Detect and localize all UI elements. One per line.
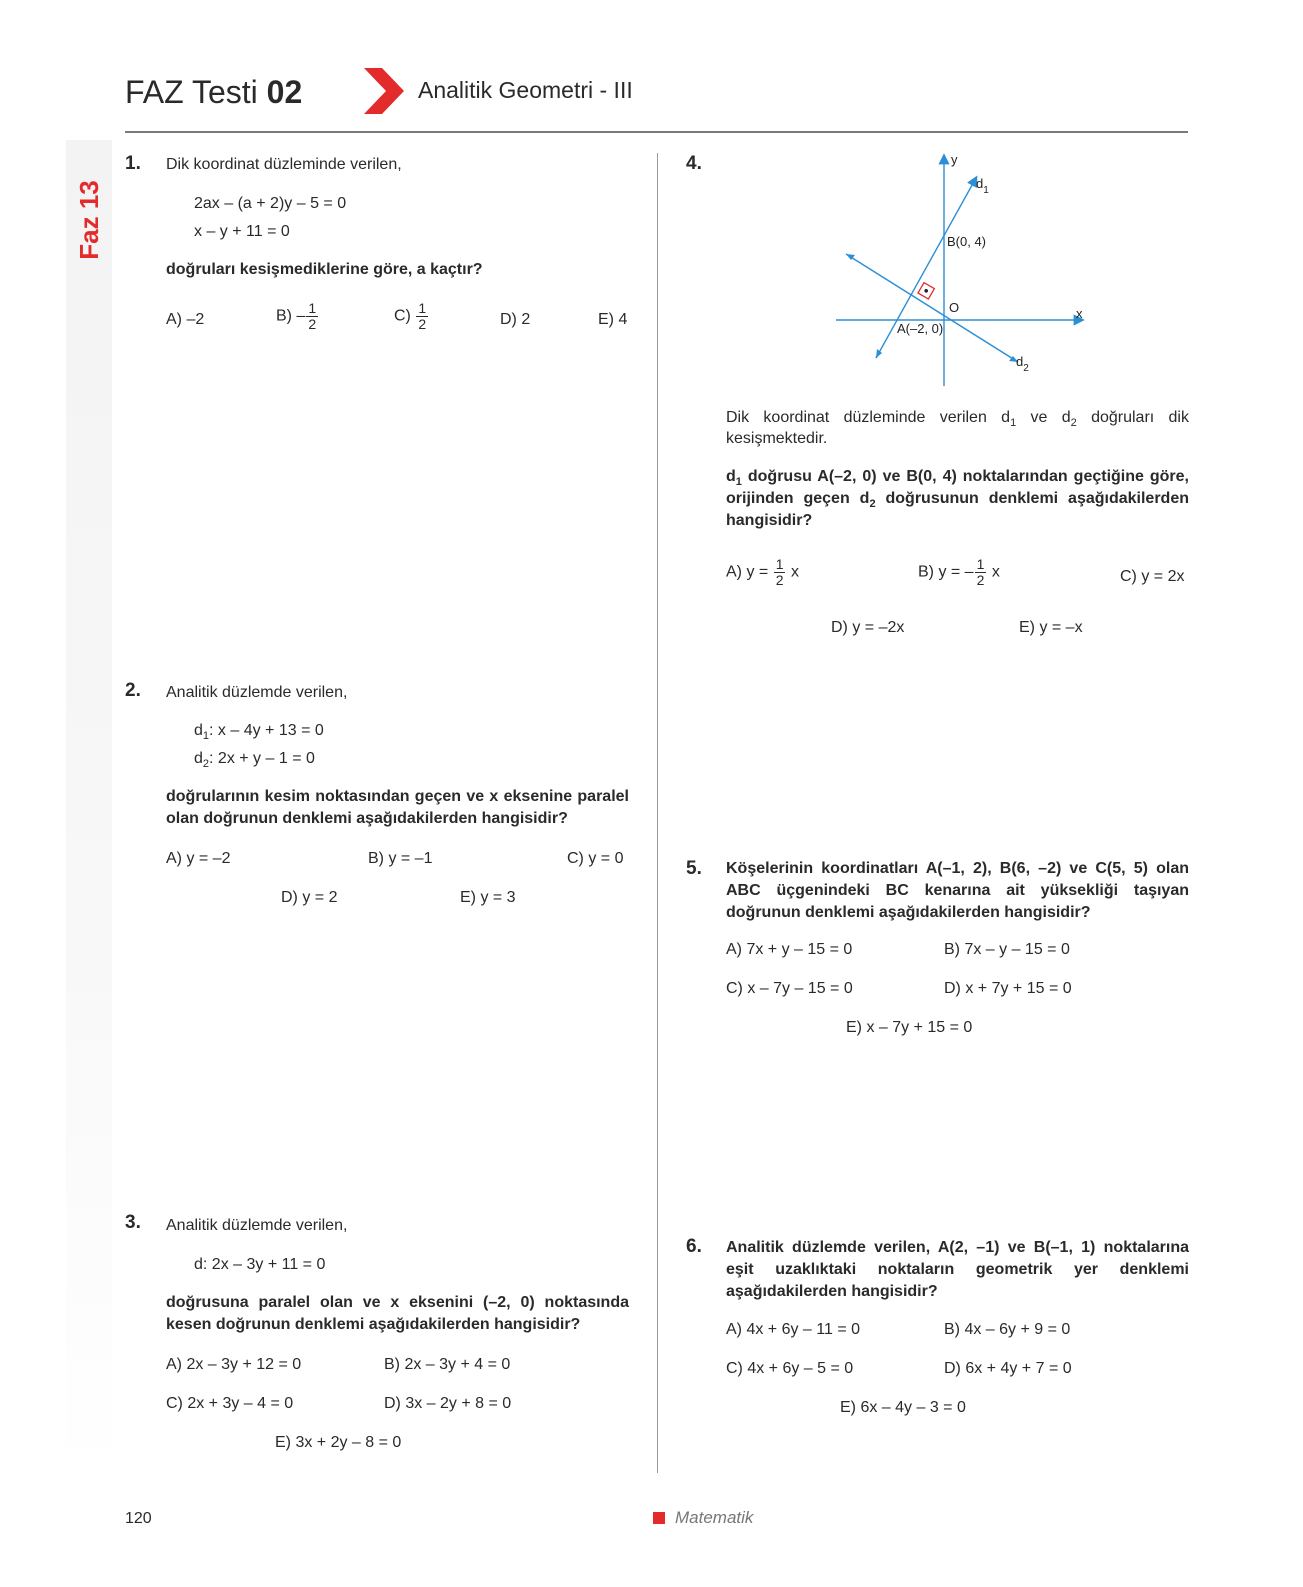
- square-icon: [653, 1512, 665, 1524]
- subscript: 2: [869, 498, 876, 510]
- right-angle-marker: [918, 283, 934, 299]
- test-label: FAZ Testi: [125, 74, 258, 110]
- question-number: 5.: [686, 858, 702, 879]
- x-axis-label: x: [1076, 306, 1083, 321]
- y-axis-label: y: [951, 152, 958, 167]
- question-intro: Dik koordinat düzleminde verilen,: [166, 156, 402, 173]
- line-subscript: 1: [202, 730, 210, 742]
- option-d[interactable]: D) 2: [500, 311, 531, 328]
- fraction: [416, 301, 428, 332]
- option-c[interactable]: C) 2x + 3y – 4 = 0: [166, 1395, 294, 1412]
- denominator: 2: [308, 316, 317, 332]
- question-intro: [726, 407, 1189, 449]
- test-title: [125, 74, 302, 111]
- option-a[interactable]: [726, 557, 799, 588]
- option-prefix: B) y = –: [918, 563, 974, 581]
- equation-line: x – y + 11 = 0: [194, 223, 290, 240]
- option-b[interactable]: B) 4x – 6y + 9 = 0: [944, 1321, 1071, 1338]
- question-part: doğrusunun denklemi aşağıdakilerden hangisidir?: [726, 490, 1190, 529]
- test-number: 02: [266, 74, 303, 110]
- page-number: 120: [125, 1510, 152, 1527]
- side-tab-label: [49, 180, 129, 260]
- d1-letter: d: [976, 176, 984, 191]
- option-a[interactable]: A) 2x – 3y + 12 = 0: [166, 1356, 302, 1373]
- option-b[interactable]: [918, 557, 1000, 588]
- question-part: d: [726, 468, 736, 485]
- question-intro: Analitik düzlemde verilen,: [166, 684, 348, 701]
- option-e[interactable]: E) 3x + 2y – 8 = 0: [275, 1434, 402, 1451]
- equation-text: : x – 4y + 13 = 0: [209, 722, 324, 739]
- fraction: [975, 557, 987, 588]
- option-e[interactable]: E) 4: [598, 311, 628, 328]
- option-a[interactable]: A) y = –2: [166, 850, 231, 867]
- equation-line: d: 2x – 3y + 11 = 0: [194, 1256, 326, 1273]
- d2-subscript: 2: [1023, 363, 1029, 374]
- d1-subscript: 1: [983, 185, 989, 196]
- header-divider: [125, 131, 1188, 133]
- option-prefix: C): [394, 307, 411, 325]
- numerator: 1: [418, 300, 427, 316]
- equation-text: : 2x + y – 1 = 0: [209, 750, 315, 767]
- question-number: 3.: [125, 1212, 141, 1233]
- side-band: [66, 140, 112, 1480]
- option-a[interactable]: A) 7x + y – 15 = 0: [726, 941, 853, 958]
- option-c[interactable]: C) x – 7y – 15 = 0: [726, 980, 853, 997]
- option-a[interactable]: A) –2: [166, 311, 205, 328]
- option-e[interactable]: E) 6x – 4y – 3 = 0: [840, 1399, 966, 1416]
- question-intro: Analitik düzlemde verilen,: [166, 1217, 348, 1234]
- question-number: 4.: [686, 153, 702, 174]
- line-name: d: [194, 750, 203, 767]
- option-d[interactable]: D) 3x – 2y + 8 = 0: [384, 1395, 512, 1412]
- question-text: [726, 466, 1189, 532]
- line-d2: [846, 254, 1018, 362]
- option-d[interactable]: D) y = 2: [281, 889, 338, 906]
- denominator: 2: [775, 572, 784, 588]
- option-suffix: x: [991, 563, 1000, 581]
- intro-part: doğruları dik kesişmektedir.: [726, 409, 1189, 447]
- option-e[interactable]: E) y = –x: [1019, 619, 1083, 636]
- fraction: [774, 557, 786, 588]
- point-a-label: A(–2, 0): [897, 321, 944, 336]
- origin-label: O: [949, 300, 960, 315]
- side-tab-number: 13: [73, 180, 104, 210]
- option-e[interactable]: E) x – 7y + 15 = 0: [846, 1019, 973, 1036]
- line-name: d: [194, 722, 203, 739]
- column-divider: [657, 153, 658, 1473]
- option-c[interactable]: [394, 301, 429, 332]
- option-suffix: x: [790, 563, 799, 581]
- footer-subject: Matematik: [675, 1508, 754, 1527]
- question-text: Analitik düzlemde verilen, A(2, –1) ve B(–1, 1) noktalarına eşit uzaklıktaki noktaların geometrik yer denklemi aşağıdakilerden hangisidir?: [726, 1239, 1189, 1300]
- d2-label: [1016, 354, 1029, 374]
- question-text: doğruları kesişmediklerine göre, a kaçtır?: [166, 261, 483, 278]
- equation-line: [194, 748, 315, 769]
- option-c[interactable]: C) y = 0: [567, 850, 624, 867]
- option-b[interactable]: [276, 301, 319, 332]
- denominator: 2: [418, 316, 427, 332]
- line-subscript: 2: [202, 758, 210, 770]
- question-text: Köşelerinin koordinatları A(–1, 2), B(6, –2) ve C(5, 5) olan ABC üçgenindeki BC kenarına ait yüksekliği taşıyan doğrunun denklemi aşağıdakilerden hangisidir?: [726, 860, 1189, 921]
- intro-part: Dik koordinat düzleminde verilen d: [726, 409, 1011, 426]
- chevron-right-icon: [364, 68, 406, 114]
- test-subtitle: Analitik Geometri - III: [418, 77, 633, 103]
- d2-letter: d: [1016, 354, 1024, 369]
- option-b[interactable]: B) 7x – y – 15 = 0: [944, 941, 1070, 958]
- numerator: 1: [308, 300, 317, 316]
- point-b-label: B(0, 4): [947, 234, 987, 249]
- option-prefix: B) –: [276, 307, 306, 325]
- intro-part: ve d: [1016, 409, 1071, 426]
- option-c[interactable]: C) y = 2x: [1120, 568, 1185, 585]
- coordinate-figure: [830, 150, 1090, 390]
- question-text: doğrusuna paralel olan ve x eksenini (–2, 0) noktasında kesen doğrunun denklemi aşağıdakilerden hangisidir?: [166, 1294, 629, 1333]
- option-a[interactable]: A) 4x + 6y – 11 = 0: [726, 1321, 861, 1338]
- equation-line: [194, 720, 324, 741]
- side-tab-text: Faz: [73, 216, 104, 260]
- question-part: doğrusu A(–2, 0) ve B(0, 4) noktalarından geçtiğine göre, orijinden geçen d: [726, 468, 1189, 507]
- option-d[interactable]: D) x + 7y + 15 = 0: [944, 980, 1072, 997]
- option-prefix: A) y =: [726, 563, 769, 581]
- question-number: 2.: [125, 680, 141, 701]
- option-d[interactable]: D) 6x + 4y + 7 = 0: [944, 1360, 1072, 1377]
- subscript: 2: [1070, 417, 1077, 429]
- question-number: 6.: [686, 1236, 702, 1257]
- option-b[interactable]: B) y = –1: [368, 850, 433, 867]
- numerator: 1: [976, 556, 985, 572]
- option-c[interactable]: C) 4x + 6y – 5 = 0: [726, 1360, 854, 1377]
- numerator: 1: [775, 556, 784, 572]
- denominator: 2: [976, 572, 985, 588]
- subscript: 1: [735, 476, 742, 488]
- question-text: doğrularının kesim noktasından geçen ve x eksenine paralel olan doğrunun denklemi aşağıdakilerden hangisidir?: [166, 788, 629, 827]
- option-b[interactable]: B) 2x – 3y + 4 = 0: [384, 1356, 511, 1373]
- d1-label: [976, 176, 989, 196]
- equation-line: 2ax – (a + 2)y – 5 = 0: [194, 195, 347, 212]
- question-number: 1.: [125, 153, 141, 174]
- option-e[interactable]: E) y = 3: [460, 889, 516, 906]
- option-d[interactable]: D) y = –2x: [831, 619, 905, 636]
- fraction: [306, 301, 318, 332]
- subscript: 1: [1010, 417, 1017, 429]
